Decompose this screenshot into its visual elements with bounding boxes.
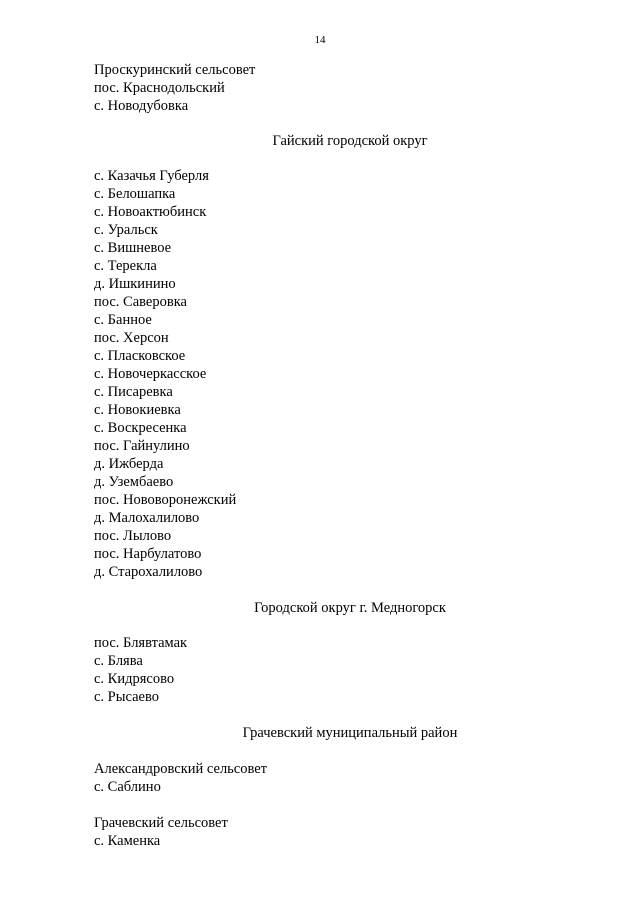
list-item: пос. Нововоронежский (94, 492, 237, 508)
list-item: с. Терекла (94, 258, 157, 274)
list-item: с. Новоактюбинск (94, 204, 207, 220)
list-item: с. Каменка (94, 833, 161, 849)
list-item: с. Белошапка (94, 186, 176, 202)
list-item: с. Банное (94, 312, 152, 328)
section-heading-gai: Гайский городской округ (272, 133, 428, 149)
list-item: с. Кидрясово (94, 671, 175, 687)
list-item: пос. Краснодольский (94, 80, 225, 96)
gai-list (94, 167, 236, 581)
list-item: д. Старохалилово (94, 564, 203, 580)
list-item: пос. Нарбулатово (94, 546, 202, 562)
aleksandrovsky-section (94, 760, 267, 796)
section-heading-mednogorsk: Городской округ г. Медногорск (254, 600, 446, 616)
list-item: с. Пласковское (94, 348, 186, 364)
list-item: пос. Лылово (94, 528, 172, 544)
list-item: с. Блява (94, 653, 143, 669)
list-item: Проскуринский сельсовет (94, 62, 256, 78)
list-item: с. Вишневое (94, 240, 172, 256)
list-item: д. Узембаево (94, 474, 174, 490)
list-item: Александровский сельсовет (94, 761, 268, 777)
list-item: д. Ишкинино (94, 276, 176, 292)
list-item: Грачевский сельсовет (94, 815, 228, 831)
list-item: с. Рысаево (94, 689, 159, 705)
proskurinsky-section (94, 61, 255, 115)
list-item: с. Новодубовка (94, 98, 189, 114)
list-item: пос. Саверовка (94, 294, 187, 310)
list-item: с. Саблино (94, 779, 161, 795)
list-item: с. Казачья Губерля (94, 168, 209, 184)
list-item: с. Новочеркасское (94, 366, 207, 382)
section-heading-grachevka: Грачевский муниципальный район (242, 725, 458, 741)
list-item: пос. Блявтамак (94, 635, 188, 651)
list-item: с. Писаревка (94, 384, 173, 400)
page-number: 14 (314, 34, 326, 46)
list-item: д. Ижберда (94, 456, 164, 472)
list-item: с. Воскресенка (94, 420, 187, 436)
list-item: с. Новокиевка (94, 402, 181, 418)
grachevsky-section (94, 814, 228, 850)
mednogorsk-list (94, 634, 187, 706)
list-item: пос. Херсон (94, 330, 169, 346)
list-item: д. Малохалилово (94, 510, 200, 526)
list-item: с. Уральск (94, 222, 158, 238)
list-item: пос. Гайнулино (94, 438, 190, 454)
